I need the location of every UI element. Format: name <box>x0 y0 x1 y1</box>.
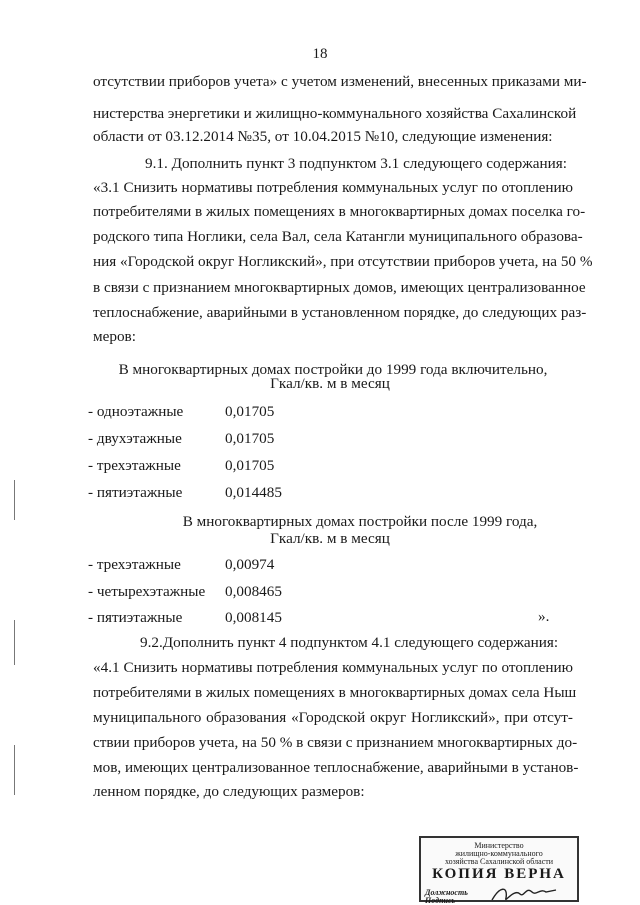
closing-quote: ». <box>538 608 550 625</box>
row-name: - двухэтажные <box>88 430 182 447</box>
para-4-1-line-4: ствии приборов учета, на 50 % в связи с признанием многоквартирных до- <box>93 734 578 751</box>
stamp-line-3: хозяйства Сахалинской области <box>444 857 554 866</box>
row-name: - четырехэтажные <box>88 583 206 600</box>
scan-mark <box>14 745 15 795</box>
para-3-1-line-3: родского типа Ноглики, села Вал, села Катангли муниципального образова- <box>93 228 583 245</box>
row-value: 0,01705 <box>225 403 275 420</box>
para-3-1-line-2: потребителями в жилых помещениях в многоквартирных домах поселка го- <box>93 203 586 220</box>
handwritten-signature <box>490 882 560 904</box>
table1-heading: В многоквартирных домах постройки до 1999 года включительно, <box>118 361 548 378</box>
row-name: - трехэтажные <box>88 457 181 474</box>
para-4-1-line-5: мов, имеющих централизованное теплоснабжение, аварийными в установ- <box>93 759 579 776</box>
para-4-1-line-6: ленном порядке, до следующих размеров: <box>93 783 365 800</box>
para-3-1-line-5: в связи с признанием многоквартирных домов, имеющих централизованное <box>93 279 586 296</box>
stamp-signature-label: Подпись <box>425 896 456 905</box>
row-name: - одноэтажные <box>88 403 184 420</box>
scan-mark <box>14 620 15 665</box>
intro-line-1: отсутствии приборов учета» с учетом изменений, внесенных приказами ми- <box>93 73 587 90</box>
stamp-title: КОПИЯ ВЕРНА <box>432 866 566 882</box>
page-number: 18 <box>312 46 328 62</box>
row-name: - пятиэтажные <box>88 609 183 626</box>
row-name: - трехэтажные <box>88 556 181 573</box>
row-value: 0,008465 <box>225 583 282 600</box>
row-value: 0,008145 <box>225 609 282 626</box>
intro-line-2: нистерства энергетики и жилищно-коммунального хозяйства Сахалинской <box>93 105 577 122</box>
row-value: 0,014485 <box>225 484 282 501</box>
para-4-1-line-3: муниципального образования «Городской округ Ногликский», при отсут- <box>93 709 573 726</box>
row-value: 0,01705 <box>225 457 275 474</box>
scan-mark <box>14 480 15 520</box>
stamp-line-1: Министерство <box>474 841 524 850</box>
table2-heading: В многоквартирных домах постройки после 1999 года, <box>182 513 538 530</box>
para-3-1-line-6: теплоснабжение, аварийными в установленном порядке, до следующих раз- <box>93 304 587 321</box>
row-name: - пятиэтажные <box>88 484 183 501</box>
item-9-1: 9.1. Дополнить пункт 3 подпунктом 3.1 следующего содержания: <box>145 155 567 172</box>
para-4-1-line-1: «4.1 Снизить нормативы потребления коммунальных услуг по отоплению <box>93 659 573 676</box>
intro-line-3: области от 03.12.2014 №35, от 10.04.2015 №10, следующие изменения: <box>93 128 553 145</box>
row-value: 0,01705 <box>225 430 275 447</box>
para-3-1-line-1: «3.1 Снизить нормативы потребления коммунальных услуг по отоплению <box>93 179 573 196</box>
row-value: 0,00974 <box>225 556 275 573</box>
item-9-2: 9.2.Дополнить пункт 4 подпунктом 4.1 следующего содержания: <box>140 634 559 651</box>
para-4-1-line-2: потребителями в жилых помещениях в многоквартирных домах села Ныш <box>93 684 577 701</box>
stamp-line-2: жилищно-коммунального <box>455 849 543 858</box>
para-3-1-line-7: меров: <box>93 328 136 345</box>
para-3-1-line-4: ния «Городской округ Ногликский», при отсутствии приборов учета, на 50 % <box>93 253 593 270</box>
table1-unit: Гкал/кв. м в месяц <box>270 375 390 392</box>
stamp-position-label: Должность <box>425 888 468 897</box>
table2-unit: Гкал/кв. м в месяц <box>270 530 390 547</box>
